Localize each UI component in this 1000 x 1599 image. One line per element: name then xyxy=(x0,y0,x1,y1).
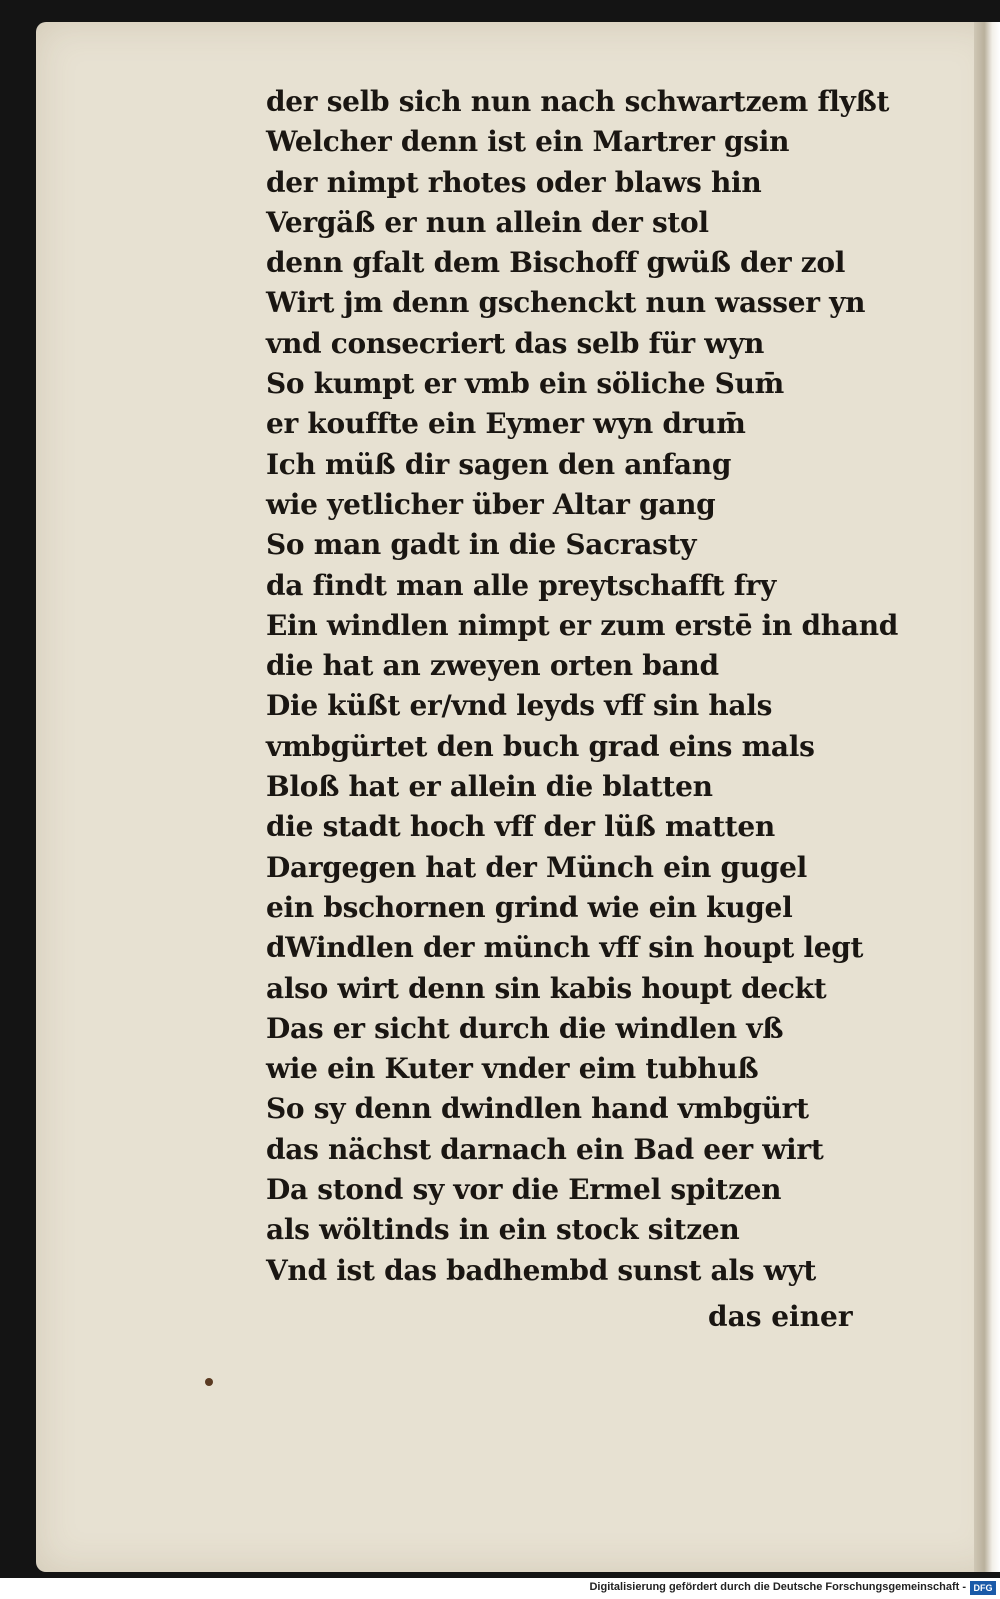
facing-page-bleed xyxy=(914,80,974,1340)
verse-line: Das er sicht durch die windlen vß xyxy=(266,1011,784,1045)
verse-line: denn gfalt dem Bischoff gwüß der zol xyxy=(266,246,846,280)
verse-line: Die küßt er/vnd leyds vff sin hals xyxy=(266,689,773,723)
verse-line: Da stond sy vor die Ermel spitzen xyxy=(266,1173,782,1207)
verse-line: So kumpt er vmb ein söliche Sum̄ xyxy=(266,367,784,401)
verse-text-block xyxy=(266,82,906,1291)
verse-line: der selb sich nun nach schwartzem flyßt xyxy=(266,85,890,118)
verse-line: als wöltinds in ein stock sitzen xyxy=(266,1213,740,1247)
funding-credit: Digitalisierung gefördert durch die Deutsche Forschungsgemeinschaft - xyxy=(589,1581,966,1593)
verse-line: das nächst darnach ein Bad eer wirt xyxy=(266,1132,824,1166)
verse-line: also wirt denn sin kabis houpt deckt xyxy=(266,971,827,1005)
verse-line: vmbgürtet den buch grad eins mals xyxy=(266,729,815,763)
verse-line: Dargegen hat der Münch ein gugel xyxy=(266,850,807,884)
verse-line: vnd consecriert das selb für wyn xyxy=(266,326,765,360)
ink-speck xyxy=(205,1378,213,1386)
page-gutter xyxy=(974,22,1000,1572)
verse-line: wie yetlicher über Altar gang xyxy=(266,487,716,521)
verse-line: der nimpt rhotes oder blaws hin xyxy=(266,165,762,199)
verse-line: dWindlen der münch vff sin houpt legt xyxy=(266,931,864,965)
verse-line: Welcher denn ist ein Martrer gsin xyxy=(266,125,790,159)
verse-line: er kouffte ein Eymer wyn drum̄ xyxy=(266,407,746,441)
verse-line: Bloß hat er allein die blatten xyxy=(266,770,713,804)
catchword: das einer xyxy=(708,1300,853,1333)
verse-line: ein bschornen grind wie ein kugel xyxy=(266,890,793,924)
verse-line: Ein windlen nimpt er zum erstē in dhand xyxy=(266,608,899,642)
verse-line: die stadt hoch vff der lüß matten xyxy=(266,810,775,844)
verse-line: Ich müß dir sagen den anfang xyxy=(266,447,732,481)
verse-line: da findt man alle preytschafft fry xyxy=(266,568,776,602)
verse-line: Vnd ist das badhembd sunst als wyt xyxy=(266,1253,817,1287)
verse-line: wie ein Kuter vnder eim tubhuß xyxy=(266,1052,759,1086)
dfg-logo-icon: DFG xyxy=(970,1581,996,1595)
verse-line: Vergäß er nun allein der stol xyxy=(266,205,709,239)
verse-line: Wirt jm denn gschenckt nun wasser yn xyxy=(266,286,866,320)
verse-line: die hat an zweyen orten band xyxy=(266,649,719,683)
verse-line: So sy denn dwindlen hand vmbgürt xyxy=(266,1092,809,1126)
verse-line: So man gadt in die Sacrasty xyxy=(266,528,697,562)
digitization-footer xyxy=(0,1578,1000,1599)
